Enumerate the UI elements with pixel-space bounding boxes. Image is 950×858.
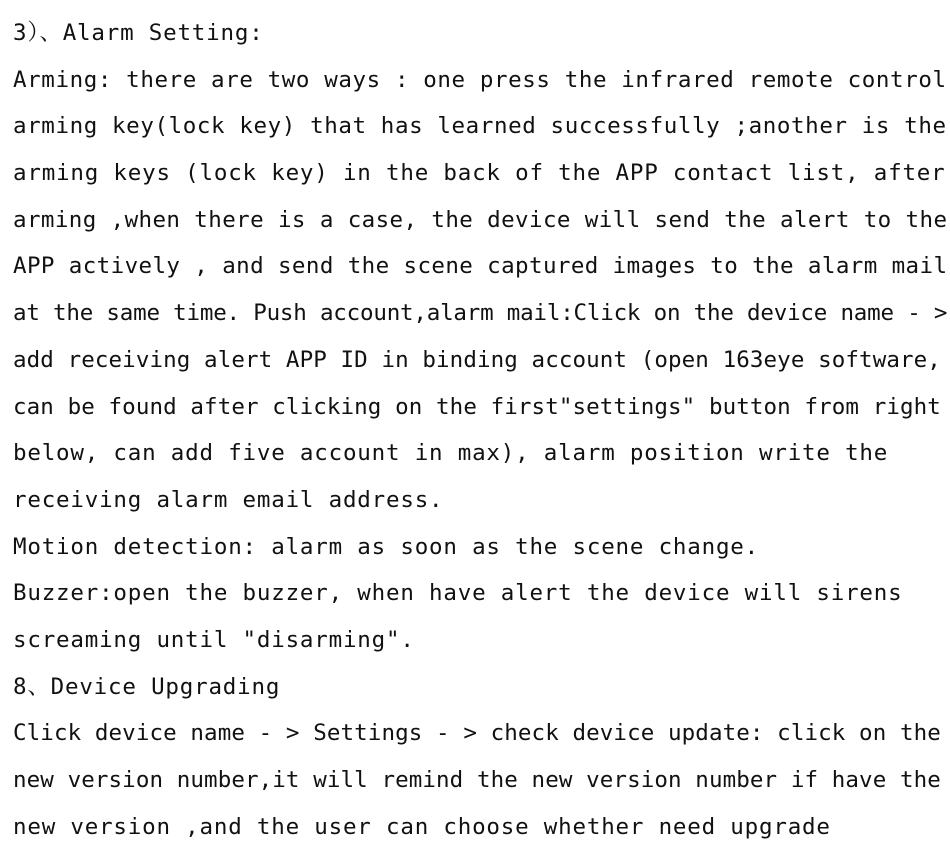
text-line: Arming: there are two ways : one press the infrared remote control (13, 66, 947, 93)
text-line: add receiving alert APP ID in binding account (open 163eye software, (13, 346, 941, 373)
document-body (13, 14, 947, 854)
text-line: APP actively , and send the scene captured images to the alarm mail (13, 253, 948, 280)
section-heading-alarm-setting: 3）、Alarm Setting: (13, 20, 264, 46)
text-line-motion-detection: Motion detection: alarm as soon as the scene change. (13, 533, 759, 560)
text-line: arming ,when there is a case, the device will send the alert to the (13, 206, 948, 233)
text-line: Click device name - > Settings - > check device update: click on the (13, 720, 941, 747)
text-line: new version number,it will remind the new version number if have the (13, 767, 941, 793)
text-line: receiving alarm email address. (13, 486, 444, 513)
text-line-buzzer: Buzzer:open the buzzer, when have alert the device will sirens (13, 580, 903, 607)
text-line: screaming until "disarming". (13, 626, 415, 653)
text-line: arming keys (lock key) in the back of the APP contact list, after (13, 160, 946, 187)
text-line: arming key(lock key) that has learned successfully ;another is the (13, 113, 947, 140)
text-line: at the same time. Push account,alarm mail:Click on the device name - > (13, 300, 948, 327)
text-line: below, can add five account in max), alarm position write the (13, 440, 889, 467)
text-line: can be found after clicking on the first"settings" button from right (13, 393, 941, 420)
text-line: new version ,and the user can choose whether need upgrade (13, 813, 831, 840)
section-heading-device-upgrading: 8、Device Upgrading (13, 673, 281, 700)
